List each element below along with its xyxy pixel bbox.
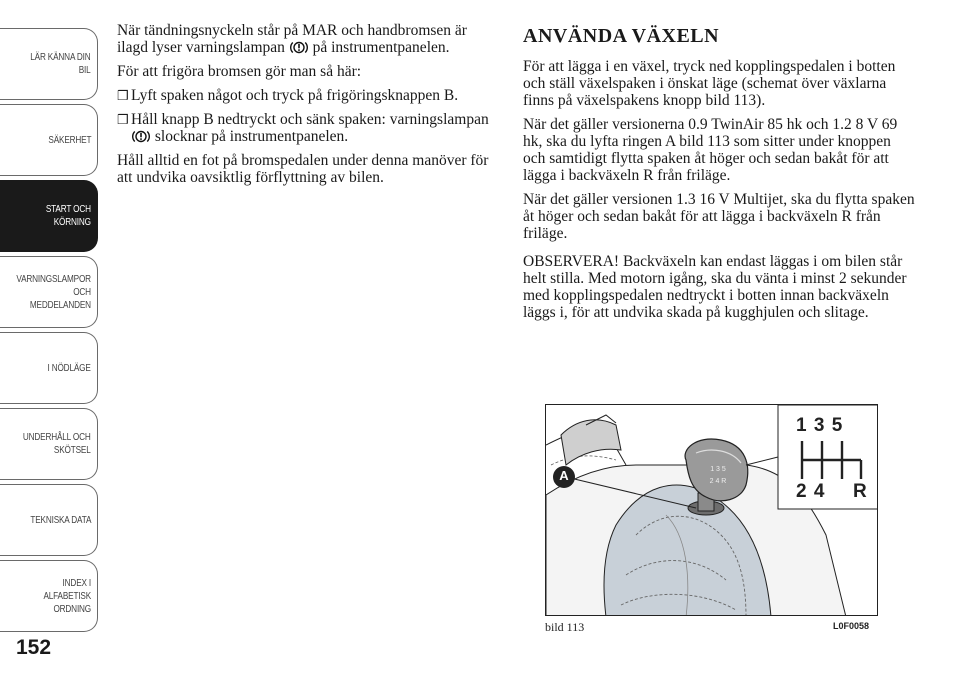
text: När tändningsnyckeln står på MAR och handbromsen är ilagd lyser varningslampan xyxy=(117,22,467,56)
callout-a-label: A xyxy=(559,468,569,483)
paragraph: OBSERVERA! Backväxeln kan endast läggas i om bilen står helt stilla. Med motorn igång, ska du vänta i minst 2 sekunder med kopplingspedalen nedtryckt i botten innan backväxeln läggs i, för att undvika skada på kugghjulen och slitage. xyxy=(523,253,907,321)
figure-code: L0F0058 xyxy=(833,621,870,631)
tab-tekniska-data[interactable] xyxy=(0,484,98,556)
checkbox-icon: ❒ xyxy=(117,112,129,127)
tab-label: TEKNISKA DATA xyxy=(30,514,91,526)
checkbox-icon: ❒ xyxy=(117,88,129,103)
section-heading: ANVÄNDA VÄXELN xyxy=(523,25,720,47)
tab-varningslampor[interactable] xyxy=(0,256,98,328)
text: slocknar på instrumentpanelen. xyxy=(154,128,349,145)
list-item-text: Lyft spaken något och tryck på frigöringsknappen B. xyxy=(131,87,459,104)
tab-lar-kanna-din-bil[interactable] xyxy=(0,28,98,100)
list-item-text xyxy=(131,111,497,145)
tab-label: INDEX I ALFABETISK ORDNING xyxy=(43,577,91,615)
text: Håll knapp B nedtryckt och sänk spaken: varningslampan xyxy=(131,111,489,128)
paragraph: För att lägga i en växel, tryck ned kopplingspedalen i botten och ställ växelspaken i önskat läge (schemat över växlarna finns på växelspakens knopp bild 113). xyxy=(523,58,896,109)
gear-reverse-label: R xyxy=(853,481,867,502)
gear-bottom-left-label: 2 4 xyxy=(796,481,825,502)
svg-text:1 3 5: 1 3 5 xyxy=(710,466,726,473)
tab-label: START OCH KÖRNING xyxy=(46,204,91,228)
text: på instrumentpanelen. xyxy=(312,39,450,56)
page-number: 152 xyxy=(16,636,52,659)
tab-label: VARNINGSLAMPOR OCH MEDDELANDEN xyxy=(16,273,91,311)
gear-lever-figure xyxy=(545,404,878,616)
tab-i-nodlage[interactable] xyxy=(0,332,98,404)
tab-underhall-och-skotsel[interactable] xyxy=(0,408,98,480)
tab-sakerhet[interactable] xyxy=(0,104,98,176)
tab-label: UNDERHÅLL OCH SKÖTSEL xyxy=(23,432,91,456)
brake-warning-icon xyxy=(289,40,309,55)
paragraph: För att frigöra bromsen gör man så här: xyxy=(117,63,362,80)
right-column xyxy=(523,24,915,328)
tab-label: LÄR KÄNNA DIN BIL xyxy=(30,52,91,76)
svg-text:2 4 R: 2 4 R xyxy=(709,478,727,485)
gear-top-label: 1 3 5 xyxy=(796,415,843,436)
tab-start-och-korning[interactable] xyxy=(0,180,98,252)
paragraph: När det gäller versionen 1.3 16 V Multijet, ska du flytta spaken åt höger och sedan bakåt för att lägga i backväxeln R från friläge. xyxy=(523,191,915,242)
list-item xyxy=(117,111,497,145)
tab-label: I NÖDLÄGE xyxy=(47,362,91,374)
list-item xyxy=(117,87,497,104)
paragraph: När det gäller versionerna 0.9 TwinAir 85 hk och 1.2 8 V 69 hk, ska du lyfta ringen A bild 113 som sitter under knoppen och samtidigt flytta spaken åt höger och sedan bakåt för att lägga i backväxeln R från friläge. xyxy=(523,116,898,184)
paragraph: Håll alltid en fot på bromspedalen under denna manöver för att undvika oavsiktlig förflyttning av bilen. xyxy=(117,152,489,186)
tab-label: SÄKERHET xyxy=(48,134,91,146)
paragraph xyxy=(117,22,497,56)
figure-caption: bild 113 xyxy=(545,620,585,634)
left-column xyxy=(117,22,497,193)
brake-warning-icon xyxy=(131,129,151,144)
tab-index[interactable] xyxy=(0,560,98,632)
